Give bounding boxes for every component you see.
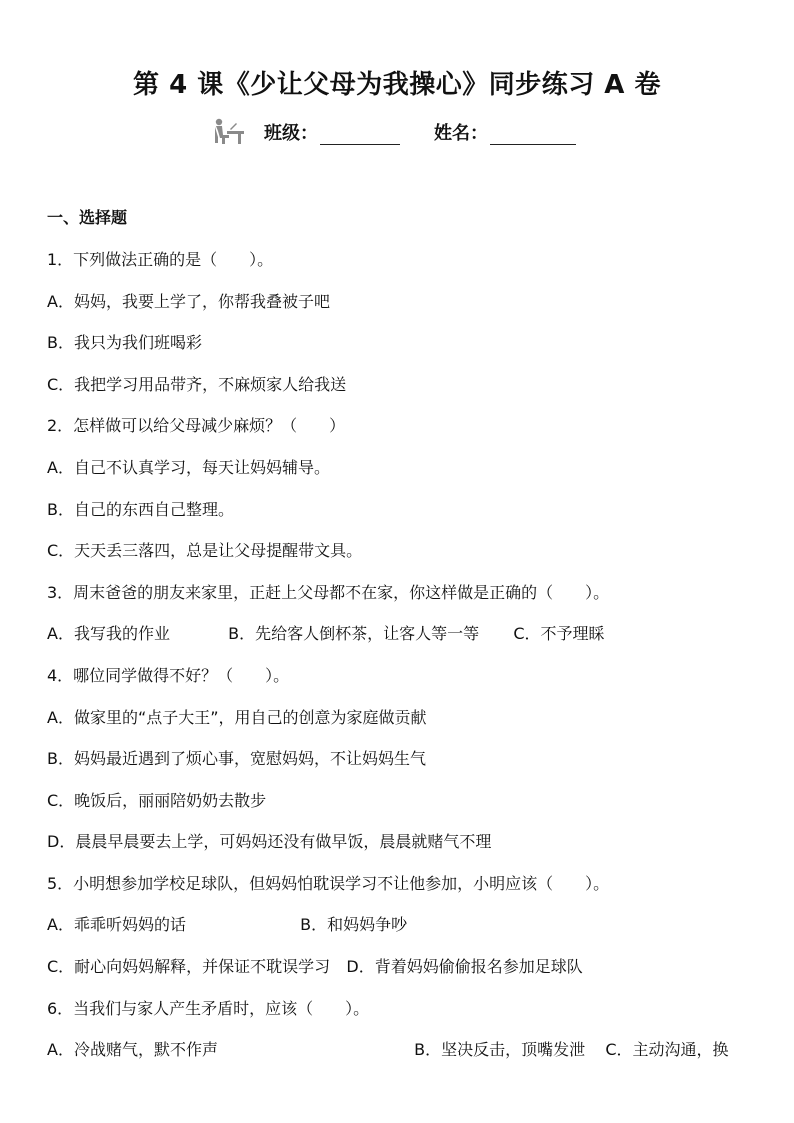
worksheet-title: 第 4 课《少让父母为我操心》同步练习 A 卷: [133, 70, 661, 100]
question-1-option-b: B．我只为我们班喝彩: [47, 333, 202, 352]
question-4-option-a: A．做家里的“点子大王”，用自己的创意为家庭做贡献: [47, 708, 427, 727]
question-5-option-d: D．背着妈妈偷偷报名参加足球队: [346, 957, 583, 976]
question-6: 6．当我们与家人产生矛盾时，应该（ ）。: [47, 999, 370, 1018]
class-field: [264, 119, 400, 145]
question-6-option-c: C．主动沟通，换: [605, 1040, 729, 1059]
class-label: 班级：: [264, 123, 318, 144]
question-2-option-a: A．自己不认真学习，每天让妈妈辅导。: [47, 458, 330, 477]
question-5: 5．小明想参加学校足球队，但妈妈怕耽误学习不让他参加，小明应该（ ）。: [47, 874, 610, 893]
question-3-option-b: B．先给客人倒杯茶，让客人等一等: [228, 624, 480, 643]
name-blank[interactable]: [490, 126, 576, 145]
section-title: 一、选择题: [47, 208, 128, 227]
question-3-option-c: C．不予理睬: [513, 624, 605, 643]
question-4-option-b: B．妈妈最近遇到了烦心事，宽慰妈妈，不让妈妈生气: [47, 749, 426, 768]
name-field: [434, 119, 576, 145]
question-3-options: [47, 621, 605, 644]
question-3: 3．周末爸爸的朋友来家里，正赶上父母都不在家，你这样做是正确的（ ）。: [47, 583, 610, 602]
class-blank[interactable]: [320, 126, 400, 145]
question-1-option-c: C．我把学习用品带齐，不麻烦家人给我送: [47, 375, 347, 394]
question-4-option-c: C．晚饭后，丽丽陪奶奶去散步: [47, 791, 267, 810]
question-2: 2．怎样做可以给父母减少麻烦？（ ）: [47, 416, 346, 435]
question-5-option-a: A．乖乖听妈妈的话: [47, 915, 186, 934]
question-3-option-a: A．我写我的作业: [47, 624, 170, 643]
question-6-option-a: A．冷战赌气，默不作声: [47, 1040, 218, 1059]
student-desk-icon: [210, 117, 246, 147]
question-5-options-ab: [47, 912, 407, 935]
question-5-option-b: B．和妈妈争吵: [300, 915, 408, 934]
question-2-option-b: B．自己的东西自己整理。: [47, 500, 234, 519]
question-2-option-c: C．天天丢三落四，总是让父母提醒带文具。: [47, 541, 363, 560]
question-4-option-d: D．晨晨早晨要去上学，可妈妈还没有做早饭，晨晨就赌气不理: [47, 832, 492, 851]
question-6-options: [47, 1037, 729, 1060]
question-5-option-c: C．耐心向妈妈解释，并保证不耽误学习: [47, 957, 331, 976]
question-4: 4．哪位同学做得不好？（ ）。: [47, 666, 290, 685]
question-6-option-b: B．坚决反击，顶嘴发泄: [414, 1040, 586, 1059]
student-info-row: [210, 116, 610, 148]
question-1-option-a: A．妈妈，我要上学了，你帮我叠被子吧: [47, 292, 330, 311]
name-label: 姓名：: [434, 123, 488, 144]
question-5-options-cd: [47, 954, 583, 977]
question-1: 1．下列做法正确的是（ ）。: [47, 250, 274, 269]
